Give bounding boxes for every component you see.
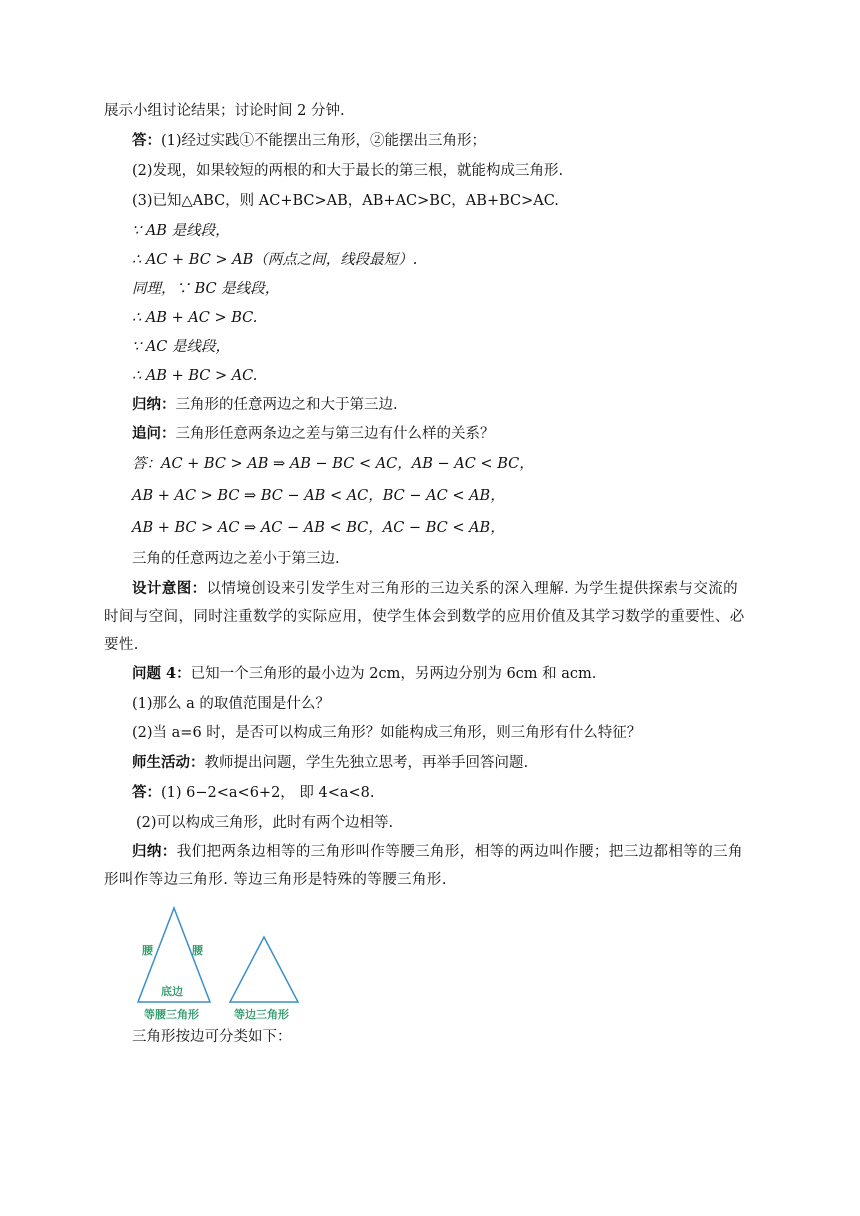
proof-line-2: ∴ AC + BC > AB（两点之间，线段最短）. (132, 252, 418, 268)
equilateral-triangle (230, 937, 298, 1002)
activity-label: 师生活动： (132, 754, 205, 771)
activity-line: 师生活动：教师提出问题，学生先独立思考，再举手回答问题. (132, 754, 529, 771)
difference-line-2: AB + AC > BC ⇒ BC − AB < AC，BC − AC < AB， (132, 488, 505, 504)
proof-line-6: ∴ AB + BC > AC. (132, 368, 258, 384)
leg-right-label: 腰 (192, 944, 203, 957)
question-4-part-1: (1)那么 a 的取值范围是什么？ (132, 696, 330, 712)
leg-left-label: 腰 (142, 944, 153, 957)
answer-4-part-1: 答：(1) 6−2<a<6+2， 即 4<a<8. (132, 784, 375, 801)
triangle-figure (126, 900, 316, 1026)
difference-line-3: AB + BC > AC ⇒ AC − AB < BC，AC − BC < AB， (132, 520, 505, 536)
equilateral-caption: 等边三角形 (234, 1008, 289, 1021)
proof-line-5: ∵ AC 是线段， (132, 339, 231, 355)
classification-line: 三角形按边可分类如下： (132, 1029, 292, 1045)
summary-2-paragraph: 归纳：我们把两条边相等的三角形叫作等腰三角形，相等的两边叫作腰；把三边都相等的三角形叫作等边三角形. 等边三角形是特殊的等腰三角形. (104, 843, 743, 888)
answer-3: (3)已知△ABC，则 AC+BC>AB，AB+AC>BC，AB+BC>AC. (132, 193, 559, 209)
answer-4-part-2: (2)可以构成三角形，此时有两个边相等. (136, 815, 394, 831)
base-label: 底边 (161, 985, 183, 998)
proof-line-4: ∴ AB + AC > BC. (132, 310, 258, 326)
design-intent-paragraph: 设计意图：以情境创设来引发学生对三角形的三边关系的深入理解. 为学生提供探索与交流的时间与空间，同时注重数学的实际应用，使学生体会到数学的应用价值及其学习数学的重要性、必要性. (104, 580, 745, 653)
followup-label: 追问： (132, 425, 176, 442)
question-4: 问题 4：已知一个三角形的最小边为 2cm，另两边分别为 6cm 和 acm. (132, 665, 597, 682)
summary-line: 归纳：三角形的任意两边之和大于第三边. (132, 396, 398, 413)
summary-2-label: 归纳： (132, 843, 177, 860)
proof-line-1: ∵ AB 是线段， (132, 223, 230, 239)
question-4-label: 问题 4： (132, 665, 191, 682)
answer-1: 答：(1)经过实践①不能摆出三角形，②能摆出三角形； (132, 132, 487, 149)
followup-line: 追问：三角形任意两条边之差与第三边有什么样的关系？ (132, 425, 495, 442)
difference-conclusion: 三角的任意两边之差小于第三边. (132, 551, 340, 567)
isosceles-caption: 等腰三角形 (144, 1008, 199, 1021)
answer-4-label: 答： (132, 784, 161, 801)
answer-label: 答： (132, 132, 161, 149)
design-intent-label: 设计意图： (132, 580, 207, 597)
summary-label: 归纳： (132, 396, 176, 413)
intro-line: 展示小组讨论结果；讨论时间 2 分钟. (104, 103, 345, 119)
difference-line-1: 答：AC + BC > AB ⇒ AB − BC < AC，AB − AC < BC， (132, 456, 534, 472)
proof-line-3: 同理，∵ BC 是线段， (132, 281, 280, 297)
question-4-part-2: (2)当 a=6 时，是否可以构成三角形？如能构成三角形，则三角形有什么特征？ (132, 725, 642, 741)
answer-2: (2)发现，如果较短的两根的和大于最长的第三根，就能构成三角形. (132, 163, 564, 179)
